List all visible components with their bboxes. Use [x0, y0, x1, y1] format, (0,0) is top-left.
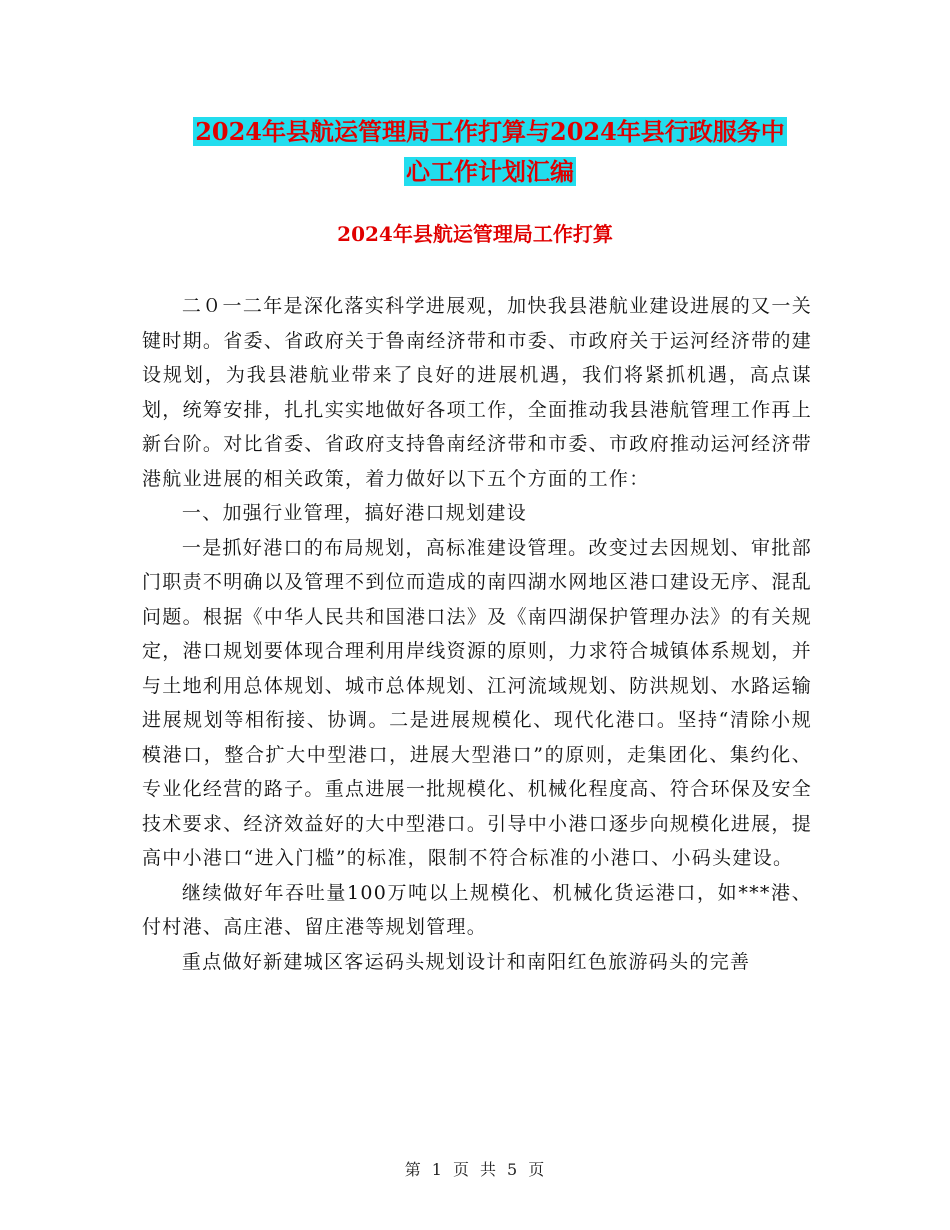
paragraph-intro: 二０一二年是深化落实科学进展观，加快我县港航业建设进展的又一关键时期。省委、省政府关于鲁南经济带和市委、市政府关于运河经济带的建设规划，为我县港航业带来了良好的进展机遇，我们将紧抓机遇，高点谋划，统筹安排，扎扎实实地做好各项工作，全面推动我县港航管理工作再上新台阶。对比省委、省政府支持鲁南经济带和市委、市政府推动运河经济带港航业进展的相关政策，着力做好以下五个方面的工作： [142, 295, 812, 490]
paragraph-heading-one: 一、加强行业管理，搞好港口规划建设 [181, 502, 527, 524]
footer-suffix: 页 [528, 1160, 546, 1179]
footer-prefix: 第 [404, 1160, 422, 1179]
footer-total-pages: 5 [507, 1160, 519, 1179]
paragraph-cargo-ports: 继续做好年吞吐量100万吨以上规模化、机械化货运港口，如***港、付村港、高庄港、留庄港等规划管理。 [142, 881, 812, 938]
document-title-line2: 心工作计划汇编 [406, 157, 574, 186]
footer-page-word: 页 [452, 1160, 470, 1179]
document-title-line1: 2024年县航运管理局工作打算与2024年县行政服务中 [195, 117, 785, 146]
document-title [140, 112, 840, 192]
footer-page-number: 1 [431, 1160, 443, 1179]
document-body [142, 289, 812, 979]
paragraph-port-planning: 一是抓好港口的布局规划，高标准建设管理。改变过去因规划、审批部门职责不明确以及管理不到位而造成的南四湖水网地区港口建设无序、混乱问题。根据《中华人民共和国港口法》及《南四湖保护管理办法》的有关规定，港口规划要体现合理利用岸线资源的原则，力求符合城镇体系规划，并与土地利用总体规划、城市总体规划、江河流域规划、防洪规划、水路运输进展规划等相衔接、协调。二是进展规模化、现代化港口。坚持“清除小规模港口，整合扩大中型港口，进展大型港口”的原则，走集团化、集约化、专业化经营的路子。重点进展一批规模化、机械化程度高、符合环保及安全技术要求、经济效益好的大中型港口。引导中小港口逐步向规模化进展，提高中小港口“进入门槛”的标准，限制不符合标准的小港口、小码头建设。 [142, 536, 812, 869]
paragraph-passenger-terminal: 重点做好新建城区客运码头规划设计和南阳红色旅游码头的完善 [181, 950, 751, 973]
page-footer [0, 1157, 950, 1180]
footer-total-prefix: 共 [480, 1160, 498, 1179]
section-title: 2024年县航运管理局工作打算 [337, 222, 613, 246]
